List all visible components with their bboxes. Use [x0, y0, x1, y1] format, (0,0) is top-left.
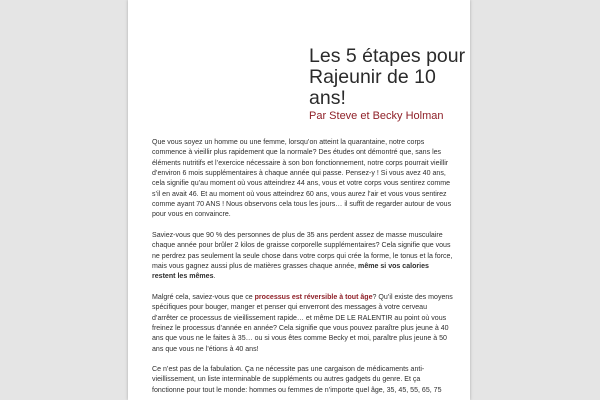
paragraph-4: Ce n’est pas de la fabulation. Ça ne nécessite pas une cargaison de médicaments anti-vieillissement, un liste interminable de suppléments ou autres gadgets du genre. Et ça fonctionne pour tout le monde: hommes ou femmes de n’importe quel âge, 35, 45, 55, 65, 75	[152, 366, 442, 394]
paragraph-2	[152, 231, 454, 283]
paragraph-3-rest: ? Qu’il existe des moyens spécifiques pour bouger, manger et penser qui enverront des messages à votre cerveau d’arrêter ce processus de vieillissement rapide… et même DE LE RALENTIR au point où vous freinez le processus d’année en année? Cela signifie que vous pouvez paraître plus jeune à 40 ans que vous ne le faites à 35… ou si vous êtes comme Becky et moi, paraître plus jeune à 50 ans que vous ne l’étions à 40 ans!	[152, 293, 453, 353]
paragraph-3-text: Malgré cela, saviez-vous que ce	[152, 293, 255, 301]
paragraph-3-highlight: processus est réversible à tout âge	[254, 293, 373, 301]
left-margin-background	[0, 0, 128, 400]
article-page	[128, 0, 470, 400]
article-title: Les 5 étapes pour Rajeunir de 10 ans!	[309, 45, 466, 109]
paragraph-2-emphasis: même si vos calories restent les mêmes	[152, 262, 429, 281]
article-body	[152, 138, 454, 400]
paragraph-3	[152, 293, 454, 355]
paragraph-2-text: Saviez-vous que 90 % des personnes de plus de 35 ans perdent assez de masse musculaire chaque année pour brûler 2 kilos de graisse corporelle supplémentaires? Cela signifie que vous ne perdrez pas seulement la seule chose dans votre corps qui crée la forme, le tonus et la force, mais vous gagnez aussi plus de matières grasses chaque année,	[152, 231, 453, 270]
article-authors: Par Steve et Becky Holman	[309, 110, 444, 122]
right-margin-background	[470, 0, 600, 400]
paragraph-2-end: .	[213, 273, 216, 281]
paragraph-1: Que vous soyez un homme ou une femme, lorsqu’on atteint la quarantaine, notre corps commence à vieillir plus rapidement que la normale? Des études ont démontré que, sans les éléments nutritifs et l’exercice nécessaire à son bon fonctionnement, notre corps pourrait vieillir d’environ 6 mois supplémentaires à chaque année qui passe. Pensez-y ! Si vous avez 40 ans, cela signifie qu’au moment où vous atteindrez 44 ans, vous et votre corps vous sentirez comme s’il en avait 46. Et au moment où vous atteindrez 60 ans, vous aurez l’air et vous vous sentirez comme ayant 70 ANS ! Nous observons cela tous les jours… il suffit de regarder autour de vous pour vous en convaincre.	[152, 139, 452, 219]
